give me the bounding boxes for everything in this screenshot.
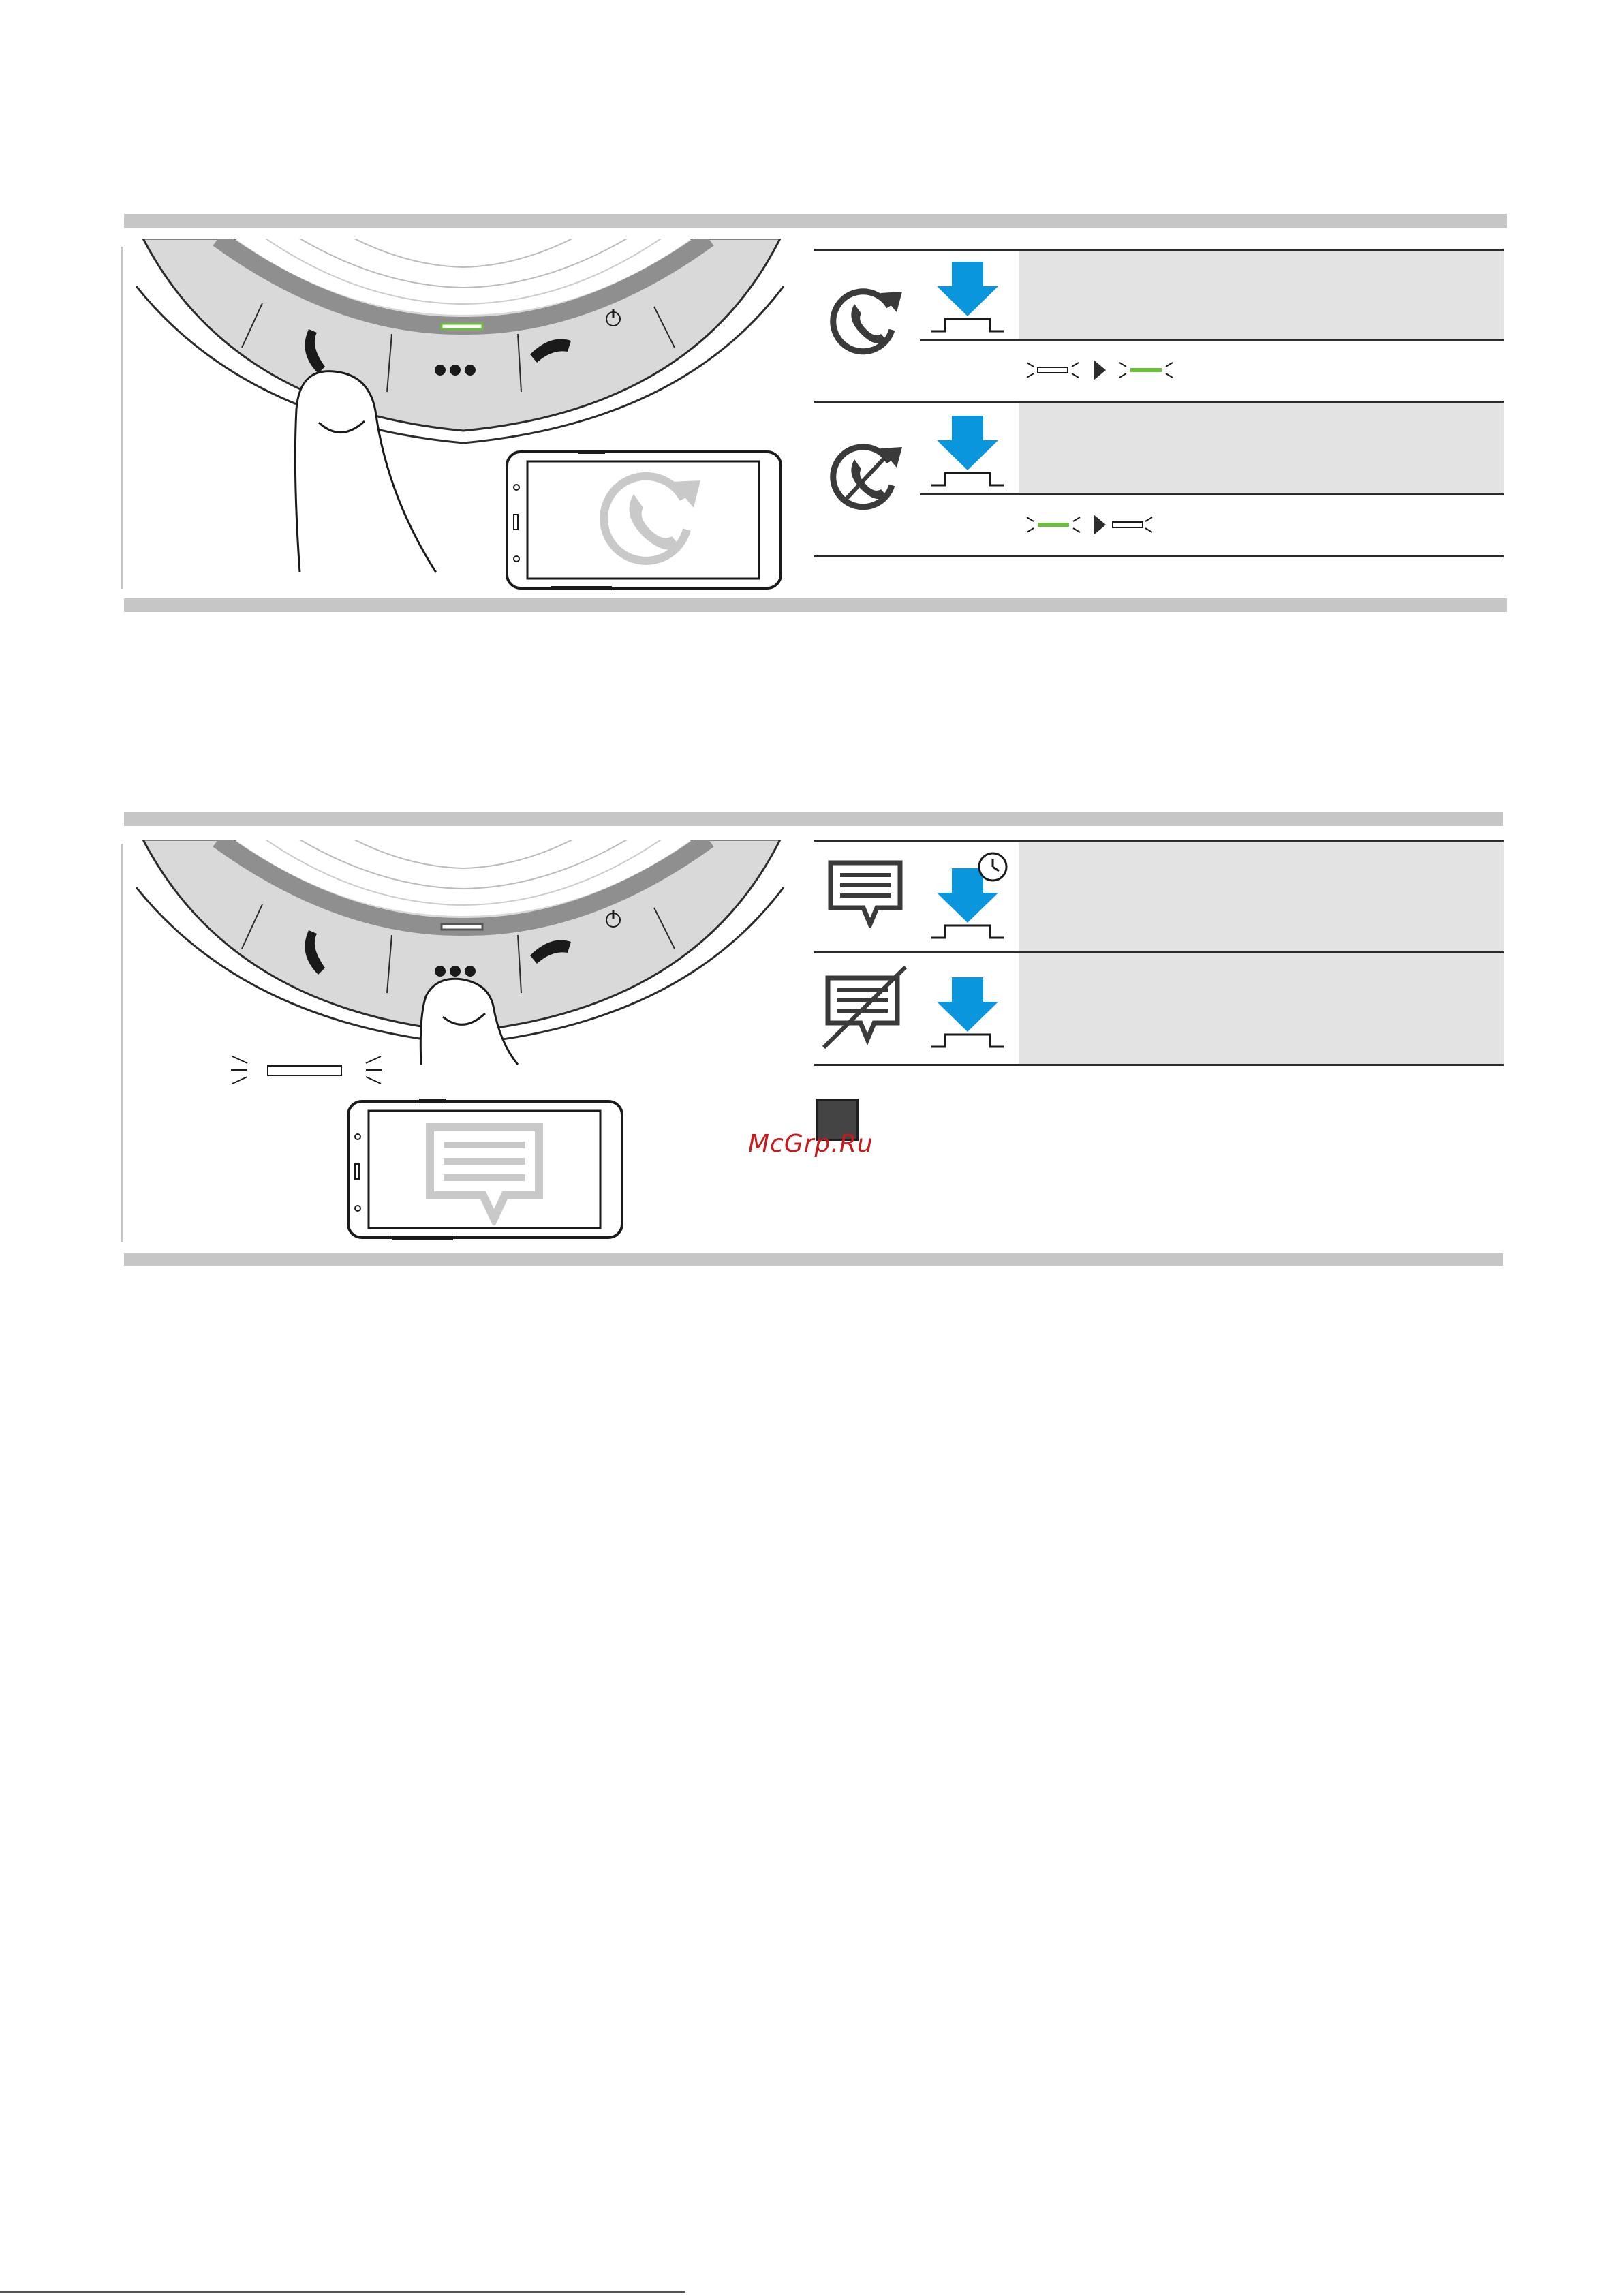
long-press-arrow-icon bbox=[930, 851, 1015, 943]
section-1-row-1-divider bbox=[920, 339, 1504, 341]
message-off-icon bbox=[821, 964, 910, 1053]
section-2-left-rule bbox=[121, 844, 123, 1242]
section-2-top-rule bbox=[124, 812, 1503, 826]
section-1-row-1-top-line bbox=[814, 249, 1504, 251]
section-2-row-2-shade bbox=[1019, 953, 1504, 1064]
call-transfer-icon bbox=[591, 461, 707, 577]
footer-rule bbox=[0, 2291, 685, 2293]
press-arrow-icon bbox=[930, 976, 1005, 1051]
led-white-to-green-sequence bbox=[1025, 353, 1203, 387]
section-1-row-2-divider bbox=[920, 493, 1504, 495]
section-1-bottom-line bbox=[814, 555, 1504, 557]
call-transfer-off-icon bbox=[824, 436, 906, 518]
press-arrow-icon bbox=[930, 414, 1005, 489]
call-transfer-icon bbox=[824, 281, 906, 363]
press-arrow-icon bbox=[930, 260, 1005, 335]
led-white-flash-icon bbox=[228, 1043, 385, 1090]
watermark-text: McGrp.Ru bbox=[748, 1130, 874, 1158]
message-icon bbox=[828, 860, 904, 928]
smartphone-illustration-2 bbox=[344, 1096, 630, 1242]
section-1-bottom-rule bbox=[124, 598, 1507, 612]
speaker-illustration-2 bbox=[136, 840, 790, 1065]
section-1-row-2-shade bbox=[1019, 403, 1504, 493]
section-2-bottom-rule bbox=[124, 1253, 1503, 1266]
section-1-left-rule bbox=[121, 247, 123, 589]
section-2-bottom-line bbox=[814, 1064, 1504, 1066]
section-1-top-rule bbox=[124, 214, 1507, 228]
led-green-to-white-sequence bbox=[1025, 508, 1203, 542]
section-1-row-1-shade bbox=[1019, 251, 1504, 339]
smartphone-illustration-1 bbox=[503, 446, 789, 593]
section-2-row-1-shade bbox=[1019, 842, 1504, 951]
message-icon bbox=[426, 1123, 545, 1225]
